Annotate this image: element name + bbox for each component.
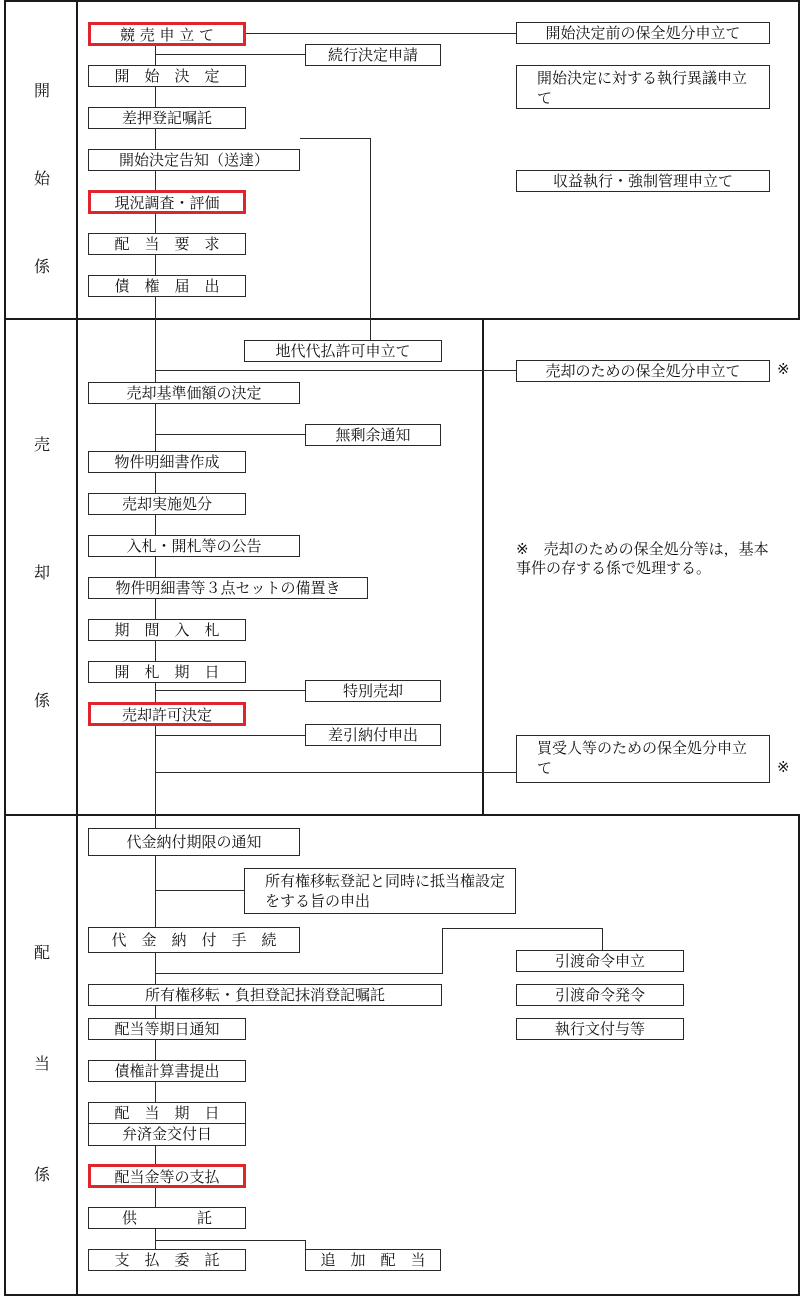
connector-mortgage-request: [155, 890, 245, 891]
step-notice-of-commencement: 開始決定告知（送達）: [88, 149, 300, 171]
step-payment-commission: 支 払 委 託: [88, 1249, 246, 1271]
step-investigation-valuation: 現況調査・評価: [88, 190, 246, 214]
connector-special-sale: [155, 690, 305, 691]
connector-preservation-before-start: [246, 33, 516, 34]
step-additional-dividend: 追 加 配 当: [305, 1249, 441, 1271]
section-label-start: [4, 78, 80, 277]
step-property-spec-doc: 物件明細書作成: [88, 451, 246, 473]
step-opening-date: 開 札 期 日: [88, 661, 246, 683]
step-mortgage-request: 所有権移転登記と同時に抵当権設定をする旨の申出: [244, 868, 516, 914]
connector-offset-payment: [155, 735, 305, 736]
step-buyer-preservation: 買受人等のための保全処分申立て: [516, 735, 770, 783]
step-commencement-decision: 開 始 決 定: [88, 65, 246, 87]
sale-note: ※ 売却のための保全処分等は，基本事件の存する係で処理する。: [516, 540, 769, 577]
step-no-surplus-notice: 無剰余通知: [305, 424, 441, 446]
step-dividend-payment: 配当金等の支払: [88, 1164, 246, 1188]
step-preservation-before-start: 開始決定前の保全処分申立て: [516, 22, 770, 44]
step-distribution-date-notice: 配当等期日通知: [88, 1018, 246, 1040]
step-deposit: 供 託: [88, 1207, 246, 1229]
step-handover-order: 引渡命令発令: [516, 984, 684, 1006]
step-ground-rent-permission: 地代代払許可申立て: [244, 340, 442, 362]
section-label-distribution-1: 配: [33, 943, 50, 962]
step-payment-deadline-notice: 代金納付期限の通知: [88, 828, 300, 856]
section-label-start-2: 始: [33, 169, 50, 188]
preservation-for-sale-mark: ※: [777, 360, 790, 378]
step-sale-permission: 売却許可決定: [88, 702, 246, 726]
step-claim-statement: 債権計算書提出: [88, 1060, 246, 1082]
connector-handover-top: [442, 928, 602, 929]
connector-handover-bottom: [155, 973, 443, 974]
step-distribution-date-group: [88, 1102, 246, 1146]
step-handover-petition: 引渡命令申立: [516, 950, 684, 972]
section-label-start-3: 係: [33, 257, 50, 276]
step-payment-procedure: 代 金 納 付 手 続: [88, 927, 300, 953]
step-bid-announcement: 入札・開札等の公告: [88, 535, 300, 557]
section-label-sale-3: 係: [33, 691, 50, 710]
step-base-price-decision: 売却基準価額の決定: [88, 382, 300, 404]
step-distribution-date: 配 当 期 日: [114, 1104, 220, 1122]
connector-handover-left: [442, 928, 443, 973]
connector-ground-rent-vertical: [370, 138, 371, 340]
step-bid-period: 期 間 入 札: [88, 619, 246, 641]
section-label-sale: [4, 432, 80, 711]
step-seizure-registration: 差押登記嘱託: [88, 107, 246, 129]
section-label-distribution-2: 当: [33, 1054, 50, 1073]
step-income-execution: 収益執行・強制管理申立て: [516, 170, 770, 192]
connector-no-surplus: [155, 434, 305, 435]
connector-handover-down: [602, 928, 603, 950]
connector-notice-to-ground-rent: [300, 138, 370, 139]
step-auction-petition: 競 売 申 立 て: [88, 22, 246, 46]
step-enforcement-grant: 執行文付与等: [516, 1018, 684, 1040]
connector-buyer-preservation: [155, 772, 517, 773]
step-special-sale: 特別売却: [305, 680, 441, 702]
step-continuation-petition: 続行決定申請: [305, 44, 441, 66]
connector-preservation-for-sale: [155, 370, 517, 371]
step-preservation-for-sale: 売却のための保全処分申立て: [516, 360, 770, 382]
step-offset-payment: 差引納付申出: [305, 724, 441, 746]
connector-continuation: [155, 54, 305, 55]
step-claim-filing: 債 権 届 出: [88, 275, 246, 297]
step-distribution-claim: 配 当 要 求: [88, 233, 246, 255]
step-sale-implementation: 売却実施処分: [88, 493, 246, 515]
step-objection-to-start: 開始決定に対する執行異議申立て: [516, 65, 770, 109]
step-transfer-registration: 所有権移転・負担登記抹消登記嘱託: [88, 984, 442, 1006]
connector-additional-dividend: [155, 1240, 305, 1241]
section-label-distribution: [4, 940, 80, 1185]
buyer-preservation-mark: ※: [777, 758, 790, 776]
step-three-set-display: 物件明細書等３点セットの備置き: [88, 577, 368, 599]
section-label-sale-2: 却: [33, 563, 50, 582]
section-label-sale-1: 売: [33, 435, 50, 454]
section-label-distribution-3: 係: [33, 1165, 50, 1184]
section-label-start-1: 開: [33, 81, 50, 100]
step-payment-date: 弁済金交付日: [89, 1123, 245, 1144]
